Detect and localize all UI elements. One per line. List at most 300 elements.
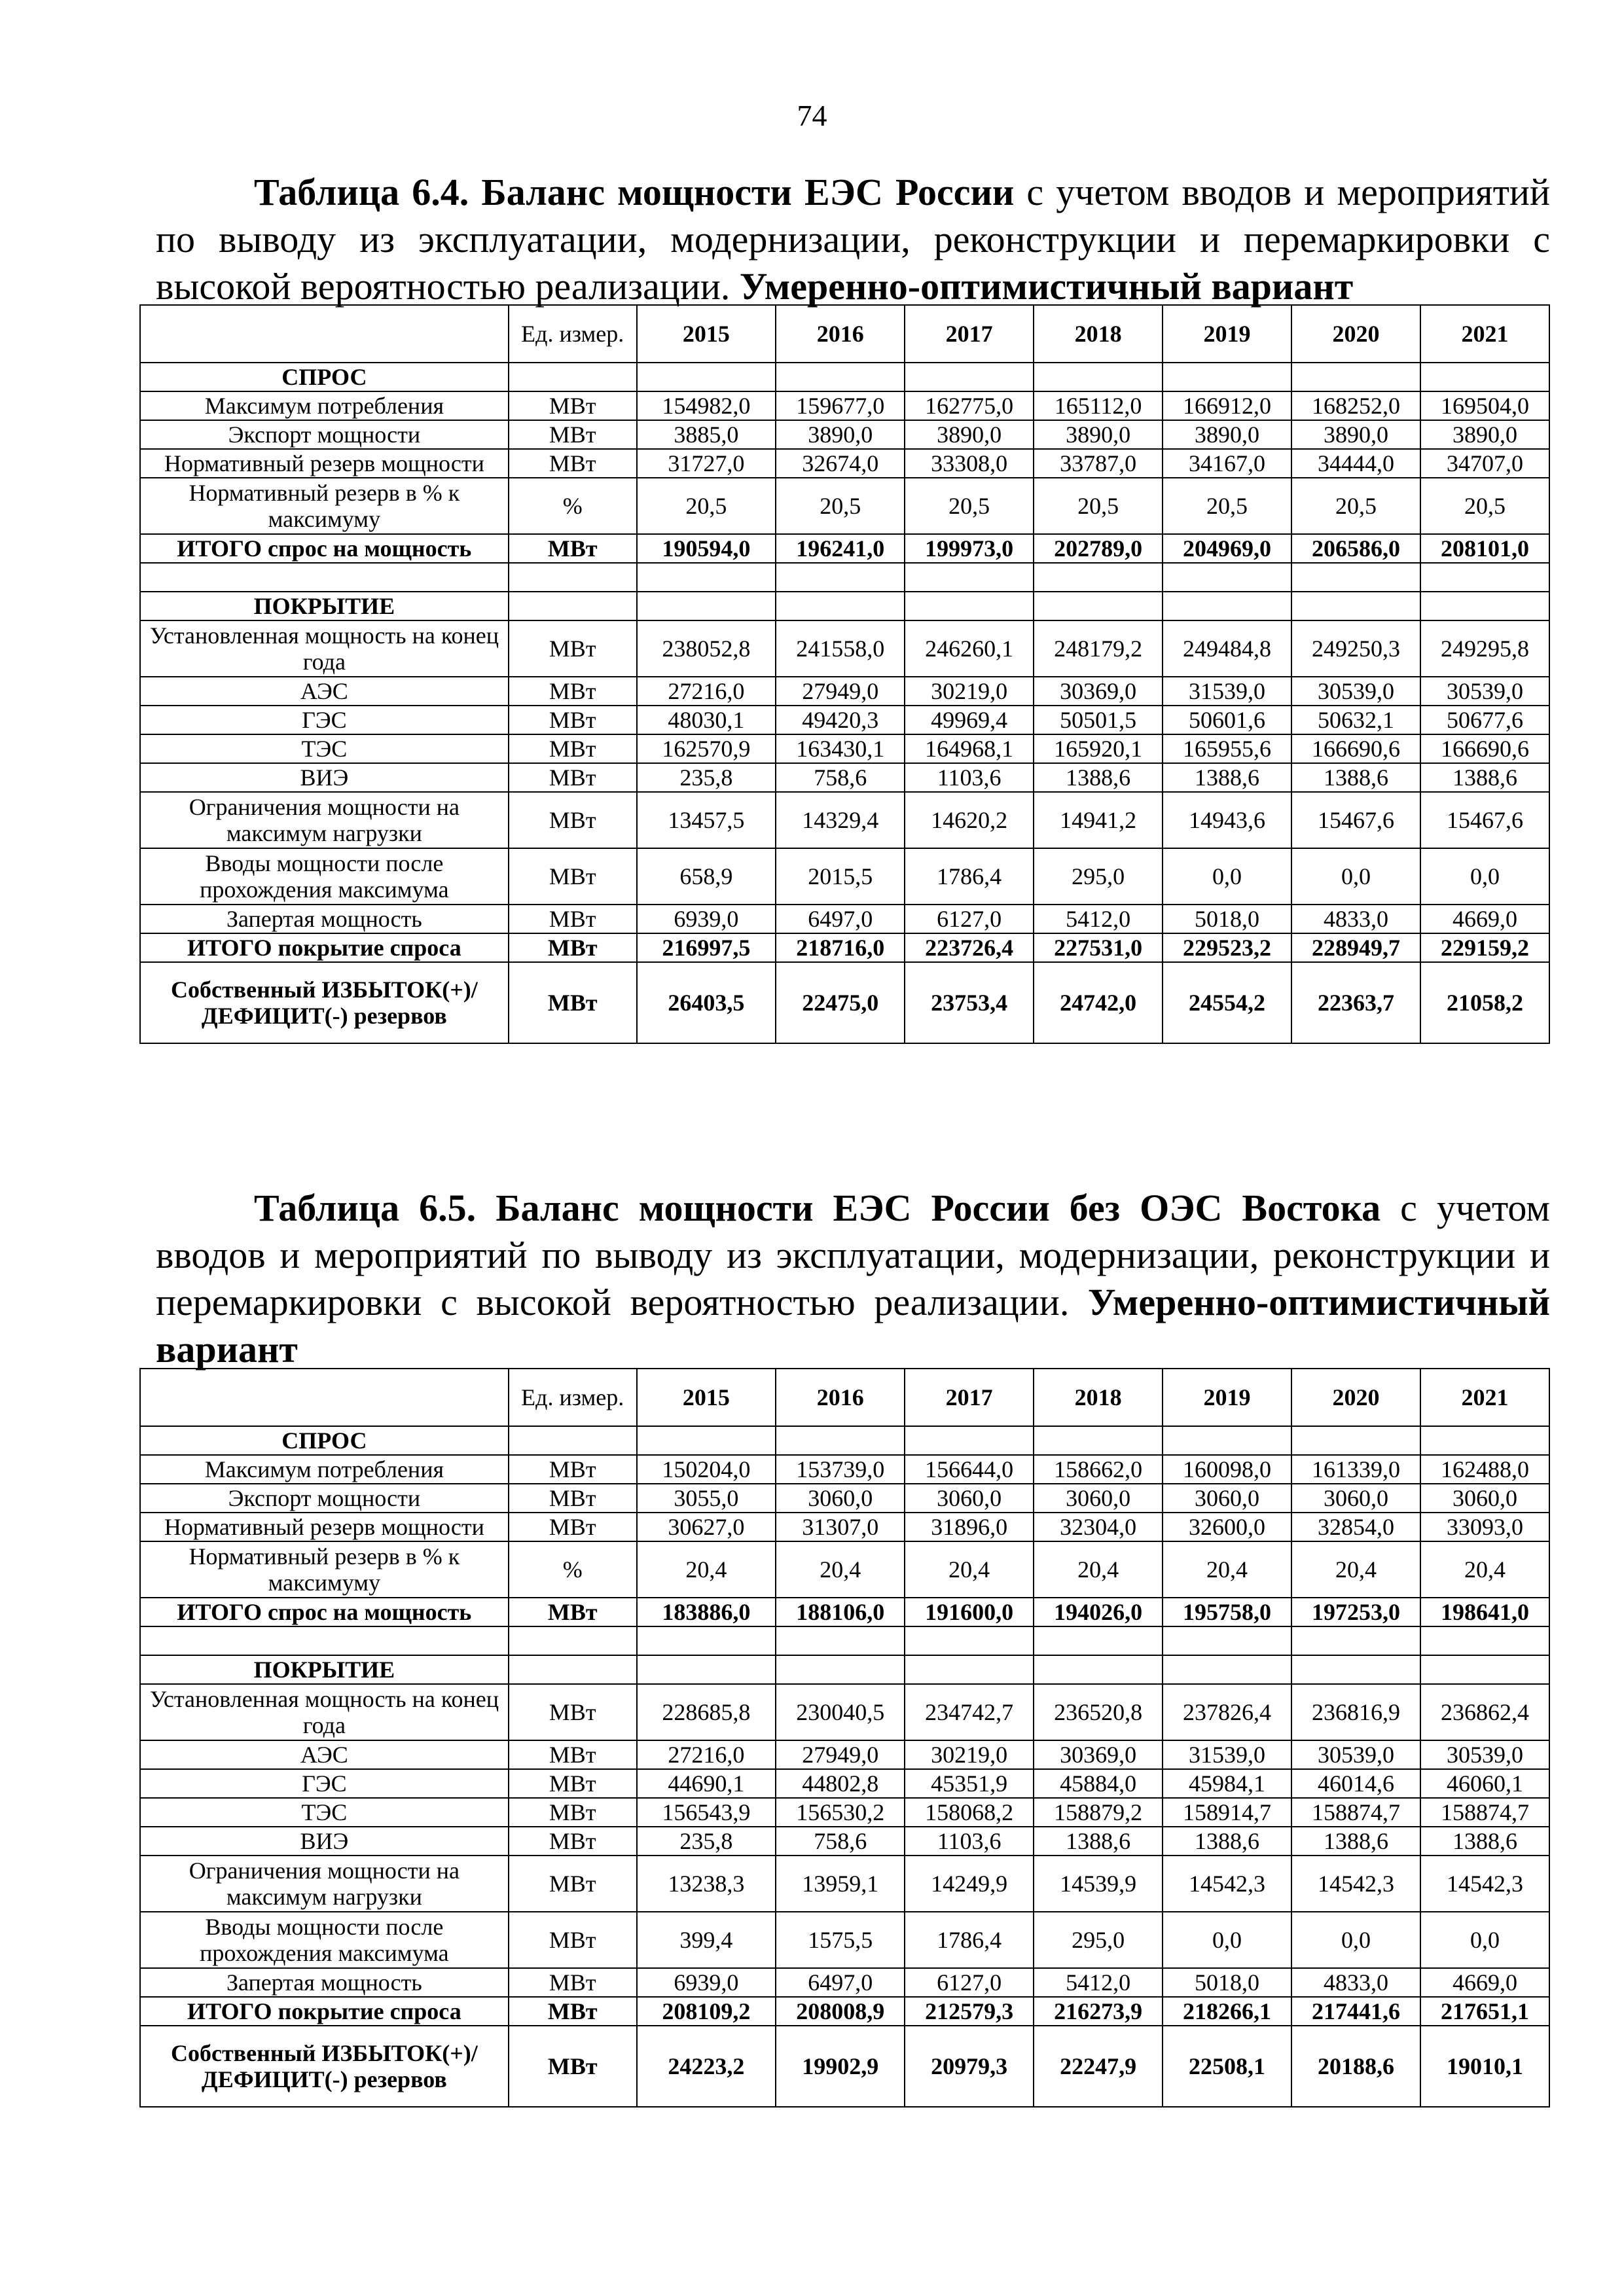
value-cell: 27216,0 <box>637 677 776 706</box>
cover-row <box>140 734 1549 763</box>
empty-cell <box>776 363 905 391</box>
unit-cell: МВт <box>509 620 637 677</box>
unit-cell: МВт <box>509 1997 637 2026</box>
value-cell: 20,4 <box>637 1541 776 1598</box>
power-balance-table <box>139 1368 1550 2108</box>
value-cell: 3060,0 <box>905 1484 1034 1513</box>
value-cell: 30539,0 <box>1420 677 1549 706</box>
value-cell: 202789,0 <box>1034 534 1163 563</box>
cover-row <box>140 1827 1549 1856</box>
value-cell: 13457,5 <box>637 792 776 848</box>
value-cell: 0,0 <box>1420 848 1549 905</box>
unit-cell: МВт <box>509 905 637 933</box>
caption-title: Таблица 6.4. Баланс мощности ЕЭС России <box>254 171 1015 213</box>
value-cell: 34167,0 <box>1163 449 1291 478</box>
cover-total-row <box>140 1997 1549 2026</box>
row-label: ВИЭ <box>140 763 509 792</box>
row-label: ГЭС <box>140 706 509 734</box>
value-cell: 14249,9 <box>905 1856 1034 1912</box>
year-header: 2021 <box>1420 305 1549 363</box>
value-cell: 1103,6 <box>905 763 1034 792</box>
value-cell: 49969,4 <box>905 706 1034 734</box>
value-cell: 156644,0 <box>905 1455 1034 1484</box>
value-cell: 50501,5 <box>1034 706 1163 734</box>
value-cell: 1388,6 <box>1034 763 1163 792</box>
spacer-row <box>140 1626 1549 1655</box>
section-title: СПРОС <box>140 363 509 391</box>
row-label: Ограничения мощности на максимум нагрузки <box>140 1856 509 1912</box>
row-label: Нормативный резерв мощности <box>140 1513 509 1541</box>
cover-row <box>140 1856 1549 1912</box>
cover-row <box>140 677 1549 706</box>
demand-row <box>140 478 1549 534</box>
row-label: ИТОГО покрытие спроса <box>140 933 509 962</box>
value-cell: 0,0 <box>1291 1912 1420 1968</box>
row-label: Вводы мощности после прохождения максимума <box>140 848 509 905</box>
value-cell: 0,0 <box>1163 848 1291 905</box>
empty-cell <box>905 592 1034 620</box>
value-cell: 162570,9 <box>637 734 776 763</box>
value-cell: 20,4 <box>905 1541 1034 1598</box>
value-cell: 20,4 <box>776 1541 905 1598</box>
value-cell: 191600,0 <box>905 1598 1034 1626</box>
value-cell: 20,4 <box>1420 1541 1549 1598</box>
value-cell: 3890,0 <box>1034 420 1163 449</box>
empty-cell <box>1420 1626 1549 1655</box>
empty-cell <box>905 1655 1034 1684</box>
row-label: Запертая мощность <box>140 1968 509 1997</box>
value-cell: 156530,2 <box>776 1798 905 1827</box>
value-cell: 44690,1 <box>637 1769 776 1798</box>
row-label: Собственный ИЗБЫТОК(+)/ДЕФИЦИТ(-) резервов <box>140 962 509 1043</box>
year-header: 2015 <box>637 305 776 363</box>
value-cell: 14620,2 <box>905 792 1034 848</box>
year-header: 2016 <box>776 305 905 363</box>
unit-cell: МВт <box>509 1513 637 1541</box>
power-balance-table <box>139 304 1550 1044</box>
value-cell: 3060,0 <box>1420 1484 1549 1513</box>
unit-header: Ед. измер. <box>509 305 637 363</box>
row-label: ИТОГО спрос на мощность <box>140 534 509 563</box>
caption-title: Таблица 6.5. Баланс мощности ЕЭС России без ОЭС Востока <box>254 1187 1381 1229</box>
row-label: Запертая мощность <box>140 905 509 933</box>
table-caption <box>156 1185 1550 1373</box>
value-cell: 249484,8 <box>1163 620 1291 677</box>
value-cell: 27949,0 <box>776 677 905 706</box>
row-label: Установленная мощность на конец года <box>140 620 509 677</box>
value-cell: 30539,0 <box>1291 1740 1420 1769</box>
empty-cell <box>509 1655 637 1684</box>
value-cell: 183886,0 <box>637 1598 776 1626</box>
value-cell: 217441,6 <box>1291 1997 1420 2026</box>
value-cell: 194026,0 <box>1034 1598 1163 1626</box>
unit-cell: МВт <box>509 2026 637 2107</box>
value-cell: 249295,8 <box>1420 620 1549 677</box>
empty-cell <box>1291 363 1420 391</box>
value-cell: 30369,0 <box>1034 677 1163 706</box>
row-label: ГЭС <box>140 1769 509 1798</box>
empty-cell <box>509 563 637 592</box>
value-cell: 33787,0 <box>1034 449 1163 478</box>
value-cell: 45884,0 <box>1034 1769 1163 1798</box>
value-cell: 153739,0 <box>776 1455 905 1484</box>
value-cell: 162775,0 <box>905 391 1034 420</box>
value-cell: 158662,0 <box>1034 1455 1163 1484</box>
value-cell: 34707,0 <box>1420 449 1549 478</box>
value-cell: 166690,6 <box>1291 734 1420 763</box>
row-label: Ограничения мощности на максимум нагрузки <box>140 792 509 848</box>
value-cell: 159677,0 <box>776 391 905 420</box>
row-label: Собственный ИЗБЫТОК(+)/ДЕФИЦИТ(-) резервов <box>140 2026 509 2107</box>
value-cell: 6939,0 <box>637 1968 776 1997</box>
header-empty <box>140 305 509 363</box>
value-cell: 195758,0 <box>1163 1598 1291 1626</box>
value-cell: 199973,0 <box>905 534 1034 563</box>
value-cell: 198641,0 <box>1420 1598 1549 1626</box>
empty-cell <box>637 1426 776 1455</box>
row-label: ИТОГО покрытие спроса <box>140 1997 509 2026</box>
value-cell: 166690,6 <box>1420 734 1549 763</box>
value-cell: 3890,0 <box>905 420 1034 449</box>
value-cell: 241558,0 <box>776 620 905 677</box>
unit-cell: МВт <box>509 763 637 792</box>
row-label: Нормативный резерв в % к максимуму <box>140 1541 509 1598</box>
value-cell: 228685,8 <box>637 1684 776 1740</box>
unit-cell: МВт <box>509 391 637 420</box>
value-cell: 1103,6 <box>905 1827 1034 1856</box>
value-cell: 234742,7 <box>905 1684 1034 1740</box>
section-title: ПОКРЫТИЕ <box>140 592 509 620</box>
empty-cell <box>1034 363 1163 391</box>
value-cell: 158874,7 <box>1420 1798 1549 1827</box>
value-cell: 30539,0 <box>1291 677 1420 706</box>
value-cell: 235,8 <box>637 763 776 792</box>
empty-cell <box>1420 1426 1549 1455</box>
empty-cell <box>776 1426 905 1455</box>
value-cell: 399,4 <box>637 1912 776 1968</box>
empty-cell <box>509 592 637 620</box>
value-cell: 20188,6 <box>1291 2026 1420 2107</box>
value-cell: 3885,0 <box>637 420 776 449</box>
demand-total-row <box>140 534 1549 563</box>
value-cell: 14941,2 <box>1034 792 1163 848</box>
empty-cell <box>1163 1426 1291 1455</box>
cover-section-row <box>140 592 1549 620</box>
demand-row <box>140 1455 1549 1484</box>
unit-cell: % <box>509 1541 637 1598</box>
empty-cell <box>1034 1626 1163 1655</box>
value-cell: 20,5 <box>776 478 905 534</box>
value-cell: 22475,0 <box>776 962 905 1043</box>
value-cell: 50632,1 <box>1291 706 1420 734</box>
value-cell: 4669,0 <box>1420 905 1549 933</box>
value-cell: 3890,0 <box>1291 420 1420 449</box>
value-cell: 165920,1 <box>1034 734 1163 763</box>
value-cell: 20,5 <box>1291 478 1420 534</box>
value-cell: 6497,0 <box>776 905 905 933</box>
empty-cell <box>1291 1626 1420 1655</box>
empty-cell <box>1291 592 1420 620</box>
value-cell: 21058,2 <box>1420 962 1549 1043</box>
value-cell: 206586,0 <box>1291 534 1420 563</box>
value-cell: 30219,0 <box>905 1740 1034 1769</box>
value-cell: 1388,6 <box>1420 1827 1549 1856</box>
value-cell: 229159,2 <box>1420 933 1549 962</box>
value-cell: 3060,0 <box>1034 1484 1163 1513</box>
header-empty <box>140 1369 509 1426</box>
value-cell: 3060,0 <box>1163 1484 1291 1513</box>
value-cell: 160098,0 <box>1163 1455 1291 1484</box>
table-body <box>140 1369 1549 2107</box>
row-label: Экспорт мощности <box>140 1484 509 1513</box>
value-cell: 169504,0 <box>1420 391 1549 420</box>
empty-cell <box>1420 1655 1549 1684</box>
value-cell: 223726,4 <box>905 933 1034 962</box>
value-cell: 31539,0 <box>1163 677 1291 706</box>
value-cell: 162488,0 <box>1420 1455 1549 1484</box>
value-cell: 1388,6 <box>1034 1827 1163 1856</box>
year-header: 2018 <box>1034 1369 1163 1426</box>
empty-cell <box>637 563 776 592</box>
value-cell: 15467,6 <box>1420 792 1549 848</box>
value-cell: 20,4 <box>1034 1541 1163 1598</box>
year-header: 2015 <box>637 1369 776 1426</box>
value-cell: 31539,0 <box>1163 1740 1291 1769</box>
row-label: Максимум потребления <box>140 1455 509 1484</box>
unit-cell: МВт <box>509 933 637 962</box>
value-cell: 6497,0 <box>776 1968 905 1997</box>
value-cell: 19902,9 <box>776 2026 905 2107</box>
value-cell: 1388,6 <box>1291 763 1420 792</box>
caption-variant: Умеренно-оптимистичный вариант <box>156 1281 1550 1371</box>
value-cell: 228949,7 <box>1291 933 1420 962</box>
empty-cell <box>776 1626 905 1655</box>
row-label: ИТОГО спрос на мощность <box>140 1598 509 1626</box>
year-header: 2020 <box>1291 1369 1420 1426</box>
value-cell: 235,8 <box>637 1827 776 1856</box>
value-cell: 27216,0 <box>637 1740 776 1769</box>
header-row <box>140 305 1549 363</box>
value-cell: 158914,7 <box>1163 1798 1291 1827</box>
value-cell: 19010,1 <box>1420 2026 1549 2107</box>
value-cell: 2015,5 <box>776 848 905 905</box>
value-cell: 190594,0 <box>637 534 776 563</box>
empty-cell <box>776 1655 905 1684</box>
row-label: Нормативный резерв мощности <box>140 449 509 478</box>
value-cell: 5018,0 <box>1163 1968 1291 1997</box>
value-cell: 1388,6 <box>1291 1827 1420 1856</box>
section-title: ПОКРЫТИЕ <box>140 1655 509 1684</box>
unit-cell: МВт <box>509 1968 637 1997</box>
demand-row <box>140 1541 1549 1598</box>
value-cell: 238052,8 <box>637 620 776 677</box>
value-cell: 3890,0 <box>1420 420 1549 449</box>
row-label: АЭС <box>140 1740 509 1769</box>
value-cell: 48030,1 <box>637 706 776 734</box>
caption-text: с учетом вводов и мероприятий по выводу из эксплуатации, модернизации, реконструкции и перемаркировки с высокой вероятностью реализации. <box>156 1187 1550 1323</box>
unit-cell: МВт <box>509 1598 637 1626</box>
year-header: 2016 <box>776 1369 905 1426</box>
unit-cell: МВт <box>509 706 637 734</box>
value-cell: 46060,1 <box>1420 1769 1549 1798</box>
value-cell: 6127,0 <box>905 1968 1034 1997</box>
value-cell: 5018,0 <box>1163 905 1291 933</box>
cover-row <box>140 1912 1549 1968</box>
cover-total-row <box>140 933 1549 962</box>
value-cell: 26403,5 <box>637 962 776 1043</box>
value-cell: 33093,0 <box>1420 1513 1549 1541</box>
value-cell: 218266,1 <box>1163 1997 1291 2026</box>
value-cell: 217651,1 <box>1420 1997 1549 2026</box>
year-header: 2017 <box>905 1369 1034 1426</box>
value-cell: 14943,6 <box>1163 792 1291 848</box>
row-label: ВИЭ <box>140 1827 509 1856</box>
year-header: 2021 <box>1420 1369 1549 1426</box>
value-cell: 166912,0 <box>1163 391 1291 420</box>
value-cell: 20,5 <box>637 478 776 534</box>
value-cell: 1786,4 <box>905 848 1034 905</box>
value-cell: 4669,0 <box>1420 1968 1549 1997</box>
empty-cell <box>140 563 509 592</box>
unit-cell: МВт <box>509 1827 637 1856</box>
row-label: Максимум потребления <box>140 391 509 420</box>
value-cell: 218716,0 <box>776 933 905 962</box>
value-cell: 4833,0 <box>1291 905 1420 933</box>
value-cell: 31307,0 <box>776 1513 905 1541</box>
value-cell: 249250,3 <box>1291 620 1420 677</box>
value-cell: 216273,9 <box>1034 1997 1163 2026</box>
demand-section-row <box>140 363 1549 391</box>
header-row <box>140 1369 1549 1426</box>
value-cell: 32304,0 <box>1034 1513 1163 1541</box>
value-cell: 758,6 <box>776 763 905 792</box>
value-cell: 22508,1 <box>1163 2026 1291 2107</box>
unit-cell: МВт <box>509 1769 637 1798</box>
cover-row <box>140 905 1549 933</box>
value-cell: 46014,6 <box>1291 1769 1420 1798</box>
value-cell: 4833,0 <box>1291 1968 1420 1997</box>
empty-cell <box>905 563 1034 592</box>
cover-row <box>140 1968 1549 1997</box>
value-cell: 49420,3 <box>776 706 905 734</box>
value-cell: 30627,0 <box>637 1513 776 1541</box>
value-cell: 168252,0 <box>1291 391 1420 420</box>
value-cell: 158068,2 <box>905 1798 1034 1827</box>
demand-row <box>140 449 1549 478</box>
value-cell: 14539,9 <box>1034 1856 1163 1912</box>
row-label: ТЭС <box>140 1798 509 1827</box>
year-header: 2017 <box>905 305 1034 363</box>
year-header: 2019 <box>1163 305 1291 363</box>
value-cell: 165112,0 <box>1034 391 1163 420</box>
unit-cell: МВт <box>509 1484 637 1513</box>
value-cell: 31896,0 <box>905 1513 1034 1541</box>
empty-cell <box>637 1626 776 1655</box>
value-cell: 227531,0 <box>1034 933 1163 962</box>
unit-cell: МВт <box>509 449 637 478</box>
unit-cell: МВт <box>509 734 637 763</box>
demand-row <box>140 1513 1549 1541</box>
value-cell: 22247,9 <box>1034 2026 1163 2107</box>
value-cell: 44802,8 <box>776 1769 905 1798</box>
value-cell: 22363,7 <box>1291 962 1420 1043</box>
unit-cell: МВт <box>509 1740 637 1769</box>
value-cell: 658,9 <box>637 848 776 905</box>
unit-cell: % <box>509 478 637 534</box>
value-cell: 6127,0 <box>905 905 1034 933</box>
value-cell: 20,5 <box>905 478 1034 534</box>
value-cell: 204969,0 <box>1163 534 1291 563</box>
value-cell: 212579,3 <box>905 1997 1034 2026</box>
value-cell: 32674,0 <box>776 449 905 478</box>
value-cell: 164968,1 <box>905 734 1034 763</box>
table-caption <box>156 169 1550 310</box>
year-header: 2020 <box>1291 305 1420 363</box>
cover-row <box>140 1769 1549 1798</box>
empty-cell <box>637 592 776 620</box>
balance-row <box>140 962 1549 1043</box>
value-cell: 30219,0 <box>905 677 1034 706</box>
value-cell: 758,6 <box>776 1827 905 1856</box>
empty-cell <box>1163 1626 1291 1655</box>
empty-cell <box>509 363 637 391</box>
value-cell: 154982,0 <box>637 391 776 420</box>
empty-cell <box>140 1626 509 1655</box>
empty-cell <box>1420 563 1549 592</box>
value-cell: 33308,0 <box>905 449 1034 478</box>
value-cell: 196241,0 <box>776 534 905 563</box>
value-cell: 3890,0 <box>1163 420 1291 449</box>
value-cell: 31727,0 <box>637 449 776 478</box>
cover-row <box>140 792 1549 848</box>
empty-cell <box>509 1426 637 1455</box>
unit-cell: МВт <box>509 1455 637 1484</box>
value-cell: 216997,5 <box>637 933 776 962</box>
value-cell: 0,0 <box>1291 848 1420 905</box>
unit-cell: МВт <box>509 534 637 563</box>
value-cell: 236816,9 <box>1291 1684 1420 1740</box>
value-cell: 156543,9 <box>637 1798 776 1827</box>
value-cell: 14542,3 <box>1420 1856 1549 1912</box>
value-cell: 13238,3 <box>637 1856 776 1912</box>
value-cell: 32854,0 <box>1291 1513 1420 1541</box>
empty-cell <box>1420 592 1549 620</box>
value-cell: 20,5 <box>1034 478 1163 534</box>
cover-row <box>140 1684 1549 1740</box>
value-cell: 1388,6 <box>1420 763 1549 792</box>
value-cell: 3890,0 <box>776 420 905 449</box>
value-cell: 208008,9 <box>776 1997 905 2026</box>
value-cell: 6939,0 <box>637 905 776 933</box>
value-cell: 197253,0 <box>1291 1598 1420 1626</box>
value-cell: 1388,6 <box>1163 763 1291 792</box>
row-label: Установленная мощность на конец года <box>140 1684 509 1740</box>
unit-cell: МВт <box>509 1684 637 1740</box>
value-cell: 165955,6 <box>1163 734 1291 763</box>
value-cell: 1786,4 <box>905 1912 1034 1968</box>
caption-variant: Умеренно-оптимистичный вариант <box>739 265 1354 308</box>
value-cell: 158879,2 <box>1034 1798 1163 1827</box>
value-cell: 3060,0 <box>1291 1484 1420 1513</box>
value-cell: 50677,6 <box>1420 706 1549 734</box>
value-cell: 32600,0 <box>1163 1513 1291 1541</box>
value-cell: 208101,0 <box>1420 534 1549 563</box>
row-label: Нормативный резерв в % к максимуму <box>140 478 509 534</box>
demand-row <box>140 1484 1549 1513</box>
cover-row <box>140 1740 1549 1769</box>
value-cell: 23753,4 <box>905 962 1034 1043</box>
cover-row <box>140 706 1549 734</box>
